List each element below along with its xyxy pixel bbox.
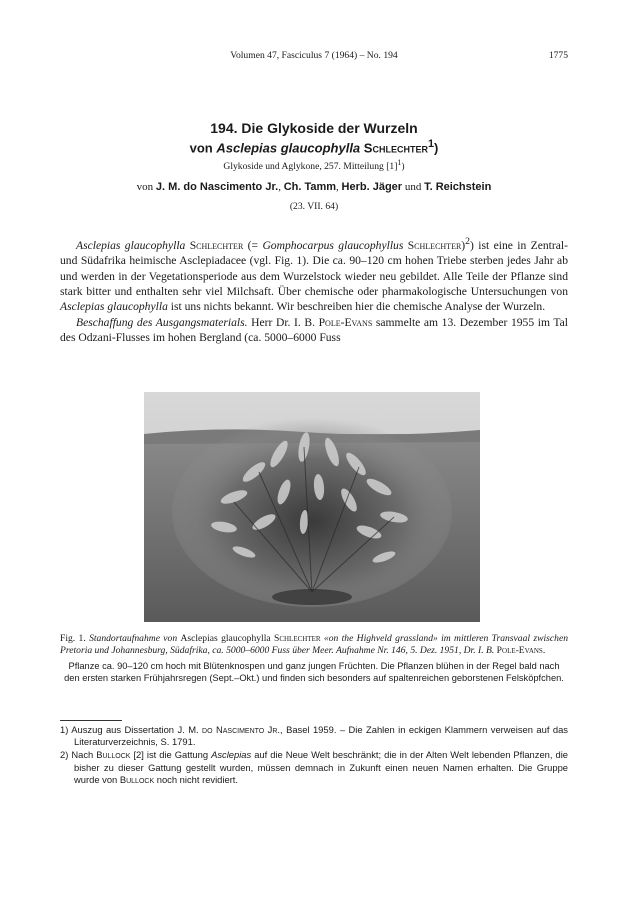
footnote-2-name: Bullock [96, 749, 131, 761]
p2-name: Pole-Evans [318, 315, 373, 329]
paragraph-1: Asclepias glaucophylla Schlechter (= Gomphocarpus glaucophyllus Schlechter)$^2$) ist eine in Zentral- und Südafrika heimische Asclepiadacee (vgl. Fig. 1). Die ca. 90–120 cm hohen Triebe sterben jedes Jahr ab und werden in der Vegetationsperiode aus dem Wurzelstock wieder neu gebildet. Alle Teile der Pflanze sind stark bitter und enthalten sehr viel Milchsaft. Über chemische oder pharmakologische Untersuchungen von Asclepias glaucophylla ist uns nichts bekannt. Wir beschreiben hier die chemische Analyse der Wurzeln. [60, 236, 568, 314]
article-title: 194. Die Glykoside der Wurzeln [210, 120, 418, 136]
p2-text: Herr Dr. I. B. [247, 315, 319, 329]
footnote-rule [60, 720, 122, 721]
authors-von: von [136, 180, 154, 193]
page-number: 1775 [548, 50, 568, 61]
footnote-1-text-2: , Basel 1959. – Die Zahlen in eckigen Klammern verweisen auf das Literaturverzeichnis, S. 1791. [74, 724, 568, 748]
caption-species: Asclepias glaucophylla [180, 633, 271, 644]
article-title-block [60, 120, 568, 212]
p2-text-2: sammelte am 13. Dezember 1955 im Tal des Odzani-Flusses im hohen Bergland (ca. 5000–6000 Fuss [60, 315, 568, 345]
author-1: J. M. do Nascimento Jr. [155, 180, 279, 193]
article-subtitle: Glykoside und Aglykone, 257. Mitteilung $[1]^1$) [223, 158, 405, 173]
footnote-2-text-2: [2] ist die Gattung [130, 749, 212, 761]
paragraph-2 [60, 315, 568, 346]
p1-footnote-mark: 2 [465, 236, 470, 247]
subtitle-footnote-mark: 1 [397, 158, 402, 168]
p1-eq-open: (= [243, 238, 263, 252]
p1-text: ist eine in Zentral- und Südafrika heimische Asclepiadacee (vgl. Fig. 1). Die ca. 90–120 cm hohen Triebe sterben jedes Jahr ab und werden in der Vegetationsperiode aus dem Wurzelstock wieder neu gebildet. Alle Teile der Pflanze sind stark bitter und enthalten sehr viel Milchsaft. Über chemische oder pharmakologische Untersuchungen von [60, 238, 568, 299]
footnote-2-text: Nach [68, 749, 97, 761]
footnote-1 [60, 724, 568, 748]
journal-reference: Volumen 47, Fasciculus 7 (1964) – No. 194 [230, 50, 398, 61]
footnote-2-mark: 2) [60, 749, 69, 761]
p1-synonym-author: Schlechter [407, 238, 462, 252]
author-line: von J. M. do Nascimento Jr., Ch. Tamm, Herb. Jäger und T. Reichstein [136, 180, 492, 193]
article-title-line2: von Asclepias glaucophylla Schlechter$^1$) [189, 138, 439, 156]
caption-photographer: Pole-Evans [496, 645, 543, 657]
figure-label: Fig. 1. [60, 633, 86, 644]
caption-author: Schlechter [274, 633, 321, 644]
footnote-2 [60, 749, 568, 786]
p1-species-2: Asclepias glaucophylla [60, 300, 168, 314]
caption-part-3: . [542, 645, 546, 657]
received-date: (23. VII. 64) [289, 200, 339, 212]
caption-description: Pflanze ca. 90–120 cm hoch mit Blütenknospen und ganz jungen Früchten. Die Pflanzen blühen in der Regel bald nach den ersten starken Frühjahrsregen (Sept.–Okt.) und finden sich besonders auf spaltenreichen geborstenen Felsköpfchen. [64, 660, 564, 684]
footnote-2-genus: Asclepias [211, 749, 252, 761]
footnotes [60, 724, 568, 787]
authors-und: und [404, 180, 422, 193]
section-heading: Beschaffung des Ausgangsmaterials. [76, 315, 248, 329]
title-von: von [189, 140, 213, 156]
p1-species: Asclepias glaucophylla [76, 238, 186, 252]
footnote-2-name-2: Bullock [119, 773, 155, 785]
running-header [60, 50, 568, 64]
footnote-1-mark: 1) [60, 724, 69, 735]
title-species: Asclepias glaucophylla [216, 140, 361, 156]
p1-synonym: Gomphocarpus glaucophyllus [262, 238, 404, 252]
footnote-2-text-4: noch nicht revidiert. [154, 773, 239, 785]
author-3: Herb. Jäger [341, 180, 403, 193]
footnote-1-name: do Nascimento Jr. [202, 724, 281, 735]
subtitle-text: Glykoside und Aglykone, 257. Mitteilung [1] [223, 161, 398, 173]
footnote-1-text: Auszug aus Dissertation J. M. [68, 724, 203, 735]
caption-legend [60, 633, 568, 658]
p1-author: Schlechter [189, 238, 244, 252]
caption-part-2: «on the Highveld grassland» im mittleren Transvaal zwischen Pretoria und Johannesburg, Südafrika, ca. 5000–6000 Fuss über Meer. Aufnahme Nr. 146, 5. Dez. 1951, Dr. I. B. [60, 633, 569, 657]
p1-text-2: ist uns nichts bekannt. Wir beschreiben hier die chemische Analyse der Wurzeln. [167, 300, 546, 314]
author-2: Ch. Tamm [283, 180, 337, 193]
title-footnote-mark: 1 [427, 138, 434, 150]
figure-1-photograph [144, 392, 480, 622]
caption-part-1: Standortaufnahme von [85, 633, 181, 644]
body-text [60, 234, 568, 346]
footnote-2-text-3: auf die Neue Welt beschränkt; die in der Alten Welt lebenden Pflanzen, die bisher zu dieser Gattung gestellt wurden, müssen demnach in Zukunft einen neuen Namen erhalten. Die Gruppe wurde von [74, 749, 568, 785]
title-author: Schlechter [363, 140, 428, 156]
figure-caption [60, 633, 568, 685]
p1-eq-close: ) [461, 238, 466, 252]
author-4: T. Reichstein [424, 180, 492, 193]
plant-photo [144, 392, 480, 622]
